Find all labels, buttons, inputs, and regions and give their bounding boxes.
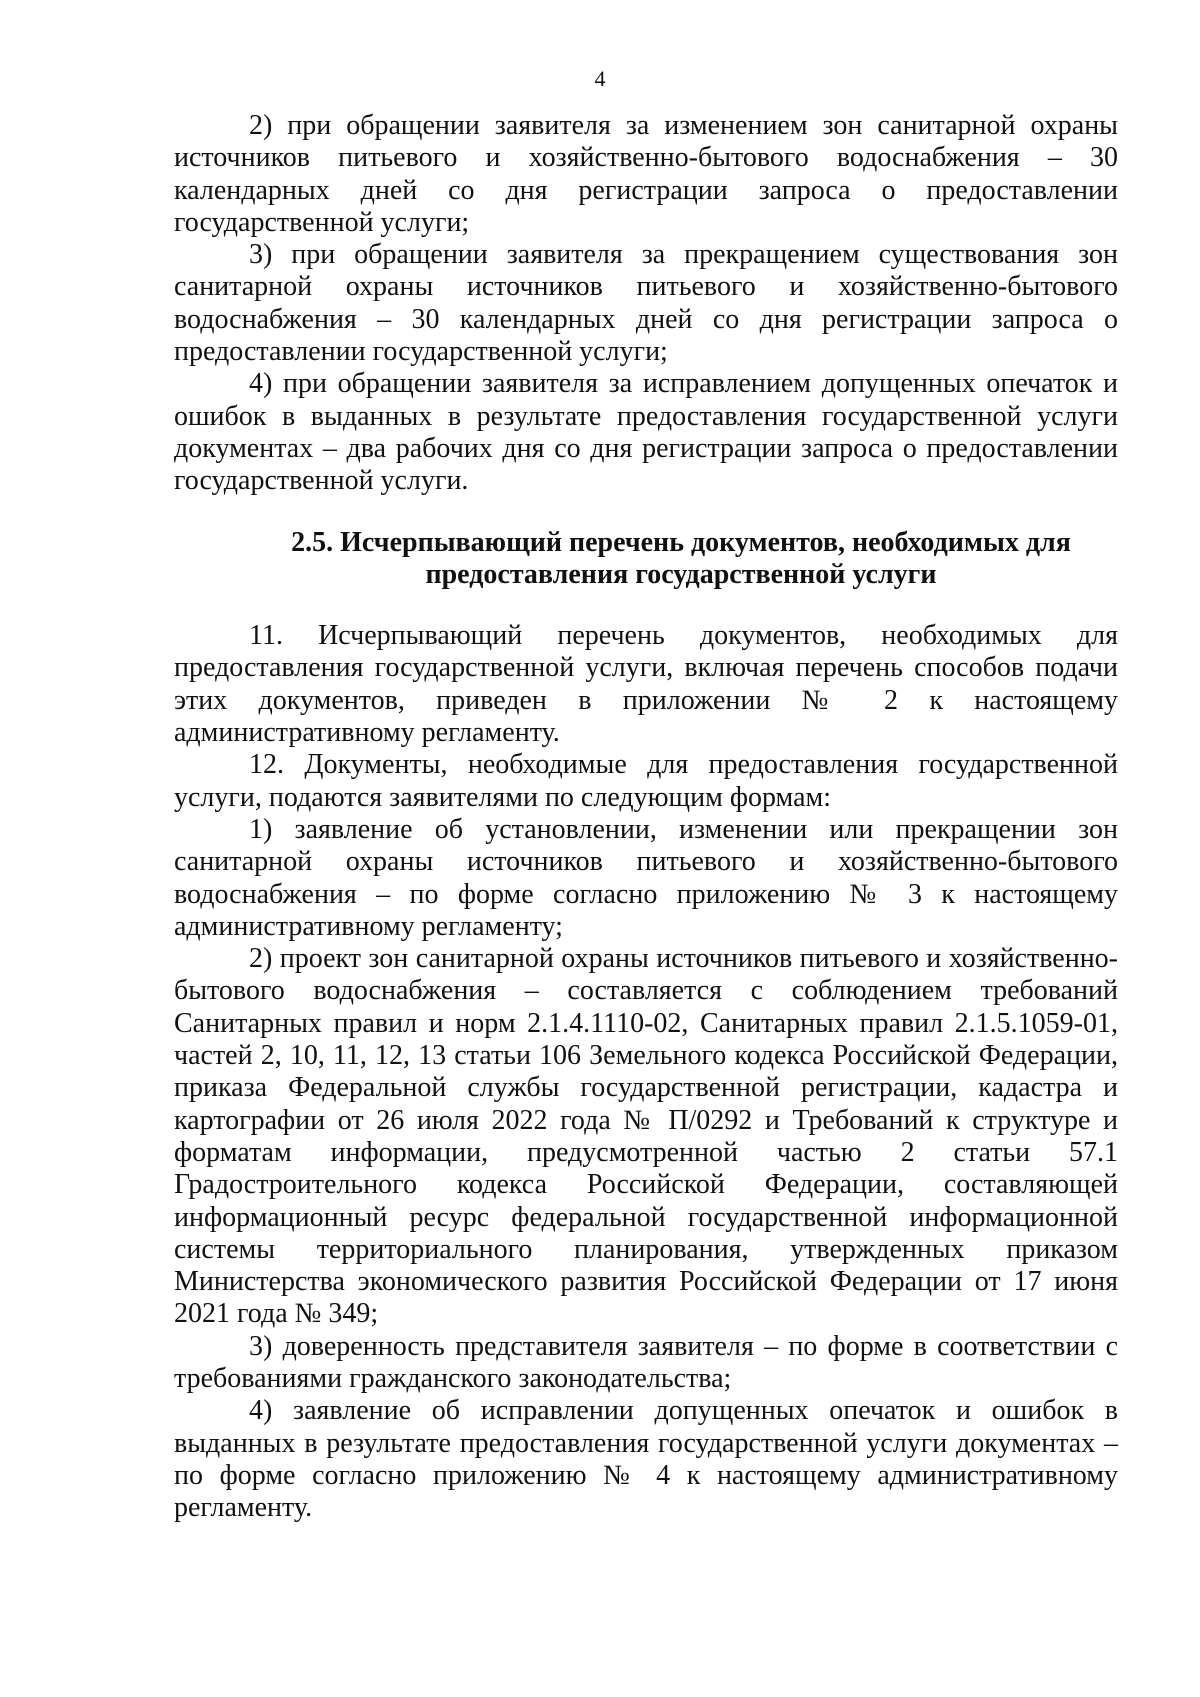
paragraph-item-3: 3) при обращении заявителя за прекращением существования зон санитарной охраны источников питьевого и хозяйственно-бытового водоснабжения – 30 календарных дней со дня регистрации запроса о предоставлении государственной услуги; <box>174 239 1118 368</box>
paragraph-form-3: 3) доверенность представителя заявителя – по форме в соответствии с требованиями гражданского законодательства; <box>174 1330 1118 1394</box>
paragraph-form-4: 4) заявление об исправлении допущенных опечаток и ошибок в выданных в результате предоставления государственной услуги документах – по форме согласно приложению № 4 к настоящему административному регламенту. <box>174 1395 1118 1524</box>
paragraph-form-2: 2) проект зон санитарной охраны источников питьевого и хозяйственно-бытового водоснабжения – составляется с соблюдением требований Санитарных правил и норм 2.1.4.1110-02, Санитарных правил 2.1.5.1059-01, частей 2, 10, 11, 12, 13 статьи 106 Земельного кодекса Российской Федерации, приказа Федеральной службы государственной регистрации, кадастра и картографии от 26 июля 2022 года № П/0292 и Требований к структуре и форматам информации, предусмотренной частью 2 статьи 57.1 Градостроительного кодекса Российской Федерации, составляющей информационный ресурс федеральной государственной информационной системы территориального планирования, утвержденных приказом Министерства экономического развития Российской Федерации от 17 июня 2021 года № 349; <box>174 943 1118 1330</box>
page-number: 4 <box>594 66 606 91</box>
paragraph-item-4: 4) при обращении заявителя за исправлением допущенных опечаток и ошибок в выданных в результате предоставления государственной услуги документах – два рабочих дня со дня регистрации запроса о предоставлении государственной услуги. <box>174 368 1118 497</box>
paragraph-clause-12: 12. Документы, необходимые для предоставления государственной услуги, подаются заявителями по следующим формам: <box>174 749 1118 813</box>
paragraph-clause-11: 11. Исчерпывающий перечень документов, необходимых для предоставления государственной услуги, включая перечень способов подачи этих документов, приведен в приложении № 2 к настоящему административному регламенту. <box>174 620 1118 749</box>
document-body <box>174 110 1118 1524</box>
section-heading-2-5: 2.5. Исчерпывающий перечень документов, необходимых для предоставления государственной услуги <box>291 526 1071 590</box>
paragraph-form-1: 1) заявление об установлении, изменении или прекращении зон санитарной охраны источников питьевого и хозяйственно-бытового водоснабжения – по форме согласно приложению № 3 к настоящему административному регламенту; <box>174 813 1118 942</box>
paragraph-item-2: 2) при обращении заявителя за изменением зон санитарной охраны источников питьевого и хозяйственно-бытового водоснабжения – 30 календарных дней со дня регистрации запроса о предоставлении государственной услуги; <box>174 110 1118 238</box>
